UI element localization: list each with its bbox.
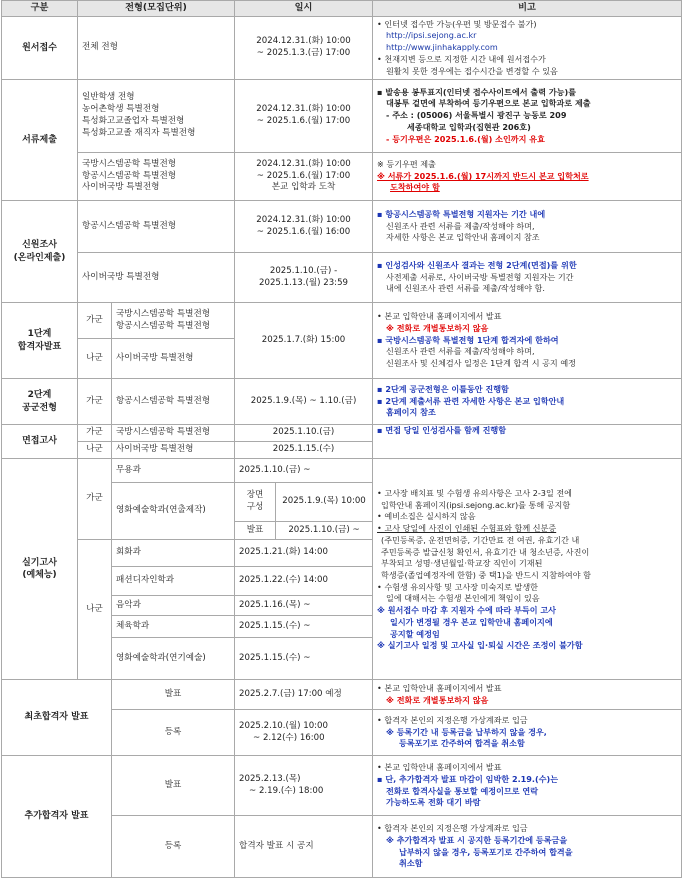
schedule-table	[1, 0, 682, 878]
category-background-check: 신원조사 (온라인제출)	[2, 201, 78, 303]
table-row	[2, 80, 682, 153]
table-row	[2, 425, 682, 442]
note-background-aviation: ▪ 항공시스템공학 특별전형 지원자는 기간 내에 신원조사 관련 서류를 제출/작성해야 하며, 자세한 사항은 본교 입학안내 홈페이지 참조	[373, 201, 682, 253]
header-unit: 전형(모집단위)	[78, 1, 235, 17]
unit-aviation: 항공시스템공학 특별전형	[78, 201, 235, 253]
date-interview-ga: 2025.1.10.(금)	[235, 425, 373, 442]
date-painting: 2025.1.21.(화) 14:00	[235, 540, 373, 567]
category-interview: 면접고사	[2, 425, 78, 459]
unit-list-general: 일반학생 전형 농어촌학생 특별전형 특성화고교졸업자 특별전형 특성화고교졸 재직자 특별전형	[78, 80, 235, 153]
date-film-acting: 2025.1.15.(수) ~	[235, 638, 373, 680]
note-documents-general: ▪ 발송용 봉투표지(인터넷 접수사이트에서 출력 가능)를 대봉투 겉면에 부착하여 등기우편으로 본교 입학과로 제출 - 주소 : (05006) 서울특별시 광진구 능동로 209 세종대학교 입학과(집현관 206호) - 등기우편은 2025.1.6.(월) 소인까지 유효	[373, 80, 682, 153]
category-documents: 서류제출	[2, 80, 78, 201]
category-additional-result: 추가합격자 발표	[2, 756, 112, 878]
sub-announcement: 발표	[235, 522, 276, 540]
table-row	[2, 17, 682, 80]
unit-list-military: 국방시스템공학 특별전형 항공시스템공학 특별전형 사이버국방 특별전형	[78, 153, 235, 201]
table-header-row	[2, 1, 682, 17]
group-ga: 가군	[78, 379, 112, 425]
note-practical-exam: • 고사장 배치표 및 수험생 유의사항은 고사 2-3일 전에 입학안내 홈페이지(ipsi.sejong.ac.kr)를 통해 공지함 • 예비소집은 실시하지 않음 • 고사 당일에 사진이 인쇄된 수험표와 함께 신분증 (주민등록증, 운전면허증, 기간만료 전 여권, 유효기간 내 주민등록증 발급신청 확인서, 유효기간 내 청소년증, 사진이 부착되고 성명·생년월일·학교장 직인이 기재된 학생증(졸업예정자에 한함) 중 택1)을 반드시 지참하여야 함 • 수험생 유의사항 및 고사장 미숙지로 발생한 일에 대해서는 수험생 본인에게 책임이 있음 ※ 원서접수 마감 후 지원자 수에 따라 부득이 고사 일시가 변경될 경우 본교 입학안내 홈페이지에 공지할 예정임 ※ 실기고사 일정 및 고사실 입·퇴실 시간은 조정이 불가함	[373, 459, 682, 680]
note-additional-announcement: • 본교 입학안내 홈페이지에서 발표 ▪ 단, 추가합격자 발표 마감이 임박한 2.19.(수)는 전화로 합격사실을 통보할 예정이므로 연락 가능하도록 전화 대기 바람	[373, 756, 682, 816]
header-note: 비고	[373, 1, 682, 17]
link-jinhakapply[interactable]: http://www.jinhakapply.com	[386, 42, 498, 53]
table-row	[2, 303, 682, 339]
table-row	[2, 379, 682, 425]
date-music: 2025.1.16.(목) ~	[235, 596, 373, 616]
group-ga: 가군	[78, 459, 112, 540]
date-background-aviation: 2024.12.31.(화) 10:00 ~ 2025.1.6.(월) 16:00	[235, 201, 373, 253]
unit-dance: 무용과	[112, 459, 235, 483]
group-ga: 가군	[78, 425, 112, 442]
date-film-scene: 2025.1.9.(목) 10:00	[276, 483, 373, 522]
group-na: 나군	[78, 442, 112, 459]
date-film-announcement: 2025.1.10.(금) ~	[276, 522, 373, 540]
date-additional-announcement: 2025.2.13.(목) ~ 2.19.(수) 18:00	[235, 756, 373, 816]
date-physical-education: 2025.1.15.(수) ~	[235, 616, 373, 638]
unit-physical-education: 체육학과	[112, 616, 235, 638]
note-stage2: ▪ 2단계 공군전형은 이틀동안 진행함 ▪ 2단계 제출서류 관련 자세한 사항은 본교 입학안내 홈페이지 참조	[373, 379, 682, 425]
group-na: 나군	[78, 540, 112, 680]
note-additional-registration: • 합격자 본인의 지정은행 가상계좌로 입금 ※ 추가합격자 발표 시 공지한 등록기간에 등록금을 납부하지 않을 경우, 등록포기로 간주하여 합격을 취소함	[373, 816, 682, 878]
note-application: • 인터넷 접수만 가능(우편 및 방문접수 불가) http://ipsi.sejong.ac.kr http://www.jinhakapply.com • 천재지변 등으로 지정한 시간 내에 원서접수가 원활치 못한 경우에는 접수시간을 변경할 수 있음	[373, 17, 682, 80]
note-initial-registration: • 합격자 본인의 지정은행 가상계좌로 입금 ※ 등록기간 내 등록금을 납부하지 않을 경우, 등록포기로 간주하여 합격을 취소함	[373, 710, 682, 756]
note-interview: ▪ 면접 당일 인성검사를 함께 진행함	[373, 425, 682, 459]
header-category: 구분	[2, 1, 78, 17]
category-stage2-airforce: 2단계 공군전형	[2, 379, 78, 425]
date-dance: 2025.1.10.(금) ~	[235, 459, 373, 483]
unit-stage1-na: 사이버국방 특별전형	[112, 339, 235, 379]
table-row	[2, 253, 682, 303]
sub-registration: 등록	[112, 710, 235, 756]
category-application: 원서접수	[2, 17, 78, 80]
sub-announcement: 발표	[112, 680, 235, 710]
note-background-cyber: ▪ 인성검사와 신원조사 결과는 전형 2단계(면접)를 위한 사전제출 서류로, 사이버국방 특별전형 지원자는 기간 내에 신원조사 관련 서류를 제출/작성해야 함.	[373, 253, 682, 303]
table-row	[2, 459, 682, 483]
date-initial-registration: 2025.2.10.(월) 10:00 ~ 2.12(수) 16:00	[235, 710, 373, 756]
note-initial-announcement: • 본교 입학안내 홈페이지에서 발표 ※ 전화로 개별통보하지 않음	[373, 680, 682, 710]
category-stage1-result: 1단계 합격자발표	[2, 303, 78, 379]
date-documents-general: 2024.12.31.(화) 10:00 ~ 2025.1.6.(월) 17:00	[235, 80, 373, 153]
unit-interview-ga: 국방시스템공학 특별전형	[112, 425, 235, 442]
header-date: 일시	[235, 1, 373, 17]
date-background-cyber: 2025.1.10.(금) - 2025.1.13.(월) 23:59	[235, 253, 373, 303]
date-application: 2024.12.31.(화) 10:00 ~ 2025.1.3.(금) 17:00	[235, 17, 373, 80]
unit-music: 음악과	[112, 596, 235, 616]
date-stage2: 2025.1.9.(목) ~ 1.10.(금)	[235, 379, 373, 425]
date-fashion-design: 2025.1.22.(수) 14:00	[235, 567, 373, 596]
date-stage1-result: 2025.1.7.(화) 15:00	[235, 303, 373, 379]
unit-interview-na: 사이버국방 특별전형	[112, 442, 235, 459]
unit-film-directing: 영화예술학과(연출제작)	[112, 483, 235, 540]
unit-all: 전체 전형	[78, 17, 235, 80]
unit-film-acting: 영화예술학과(연기예술)	[112, 638, 235, 680]
table-row	[2, 756, 682, 816]
unit-list-stage1-ga: 국방시스템공학 특별전형 항공시스템공학 특별전형	[112, 303, 235, 339]
sub-announcement: 발표	[112, 756, 235, 816]
unit-stage2: 항공시스템공학 특별전형	[112, 379, 235, 425]
group-na: 나군	[78, 339, 112, 379]
sub-scene-composition: 장면 구성	[235, 483, 276, 522]
table-row	[2, 153, 682, 201]
unit-fashion-design: 패션디자인학과	[112, 567, 235, 596]
note-stage1-result: • 본교 입학안내 홈페이지에서 발표 ※ 전화로 개별통보하지 않음 ▪ 국방시스템공학 특별전형 1단계 합격자에 한하여 신원조사 관련 서류를 제출/작성해야 하며, 신원조사 및 신체검사 일정은 1단계 합격 시 공지 예정	[373, 303, 682, 379]
unit-cyber: 사이버국방 특별전형	[78, 253, 235, 303]
date-interview-na: 2025.1.15.(수)	[235, 442, 373, 459]
group-ga: 가군	[78, 303, 112, 339]
date-initial-announcement: 2025.2.7.(금) 17:00 예정	[235, 680, 373, 710]
link-ipsi[interactable]: http://ipsi.sejong.ac.kr	[386, 30, 477, 41]
note-documents-military: ※ 등기우편 제출 ※ 서류가 2025.1.6.(월) 17시까지 반드시 본교 입학처로 도착하여야 함	[373, 153, 682, 201]
table-row	[2, 201, 682, 253]
unit-painting: 회화과	[112, 540, 235, 567]
table-row	[2, 680, 682, 710]
date-additional-registration: 합격자 발표 시 공지	[235, 816, 373, 878]
category-initial-result: 최초합격자 발표	[2, 680, 112, 756]
category-practical-exam: 실기고사 (예체능)	[2, 459, 78, 680]
sub-registration: 등록	[112, 816, 235, 878]
date-documents-military: 2024.12.31.(화) 10:00 ~ 2025.1.6.(월) 17:00 본교 입학과 도착	[235, 153, 373, 201]
